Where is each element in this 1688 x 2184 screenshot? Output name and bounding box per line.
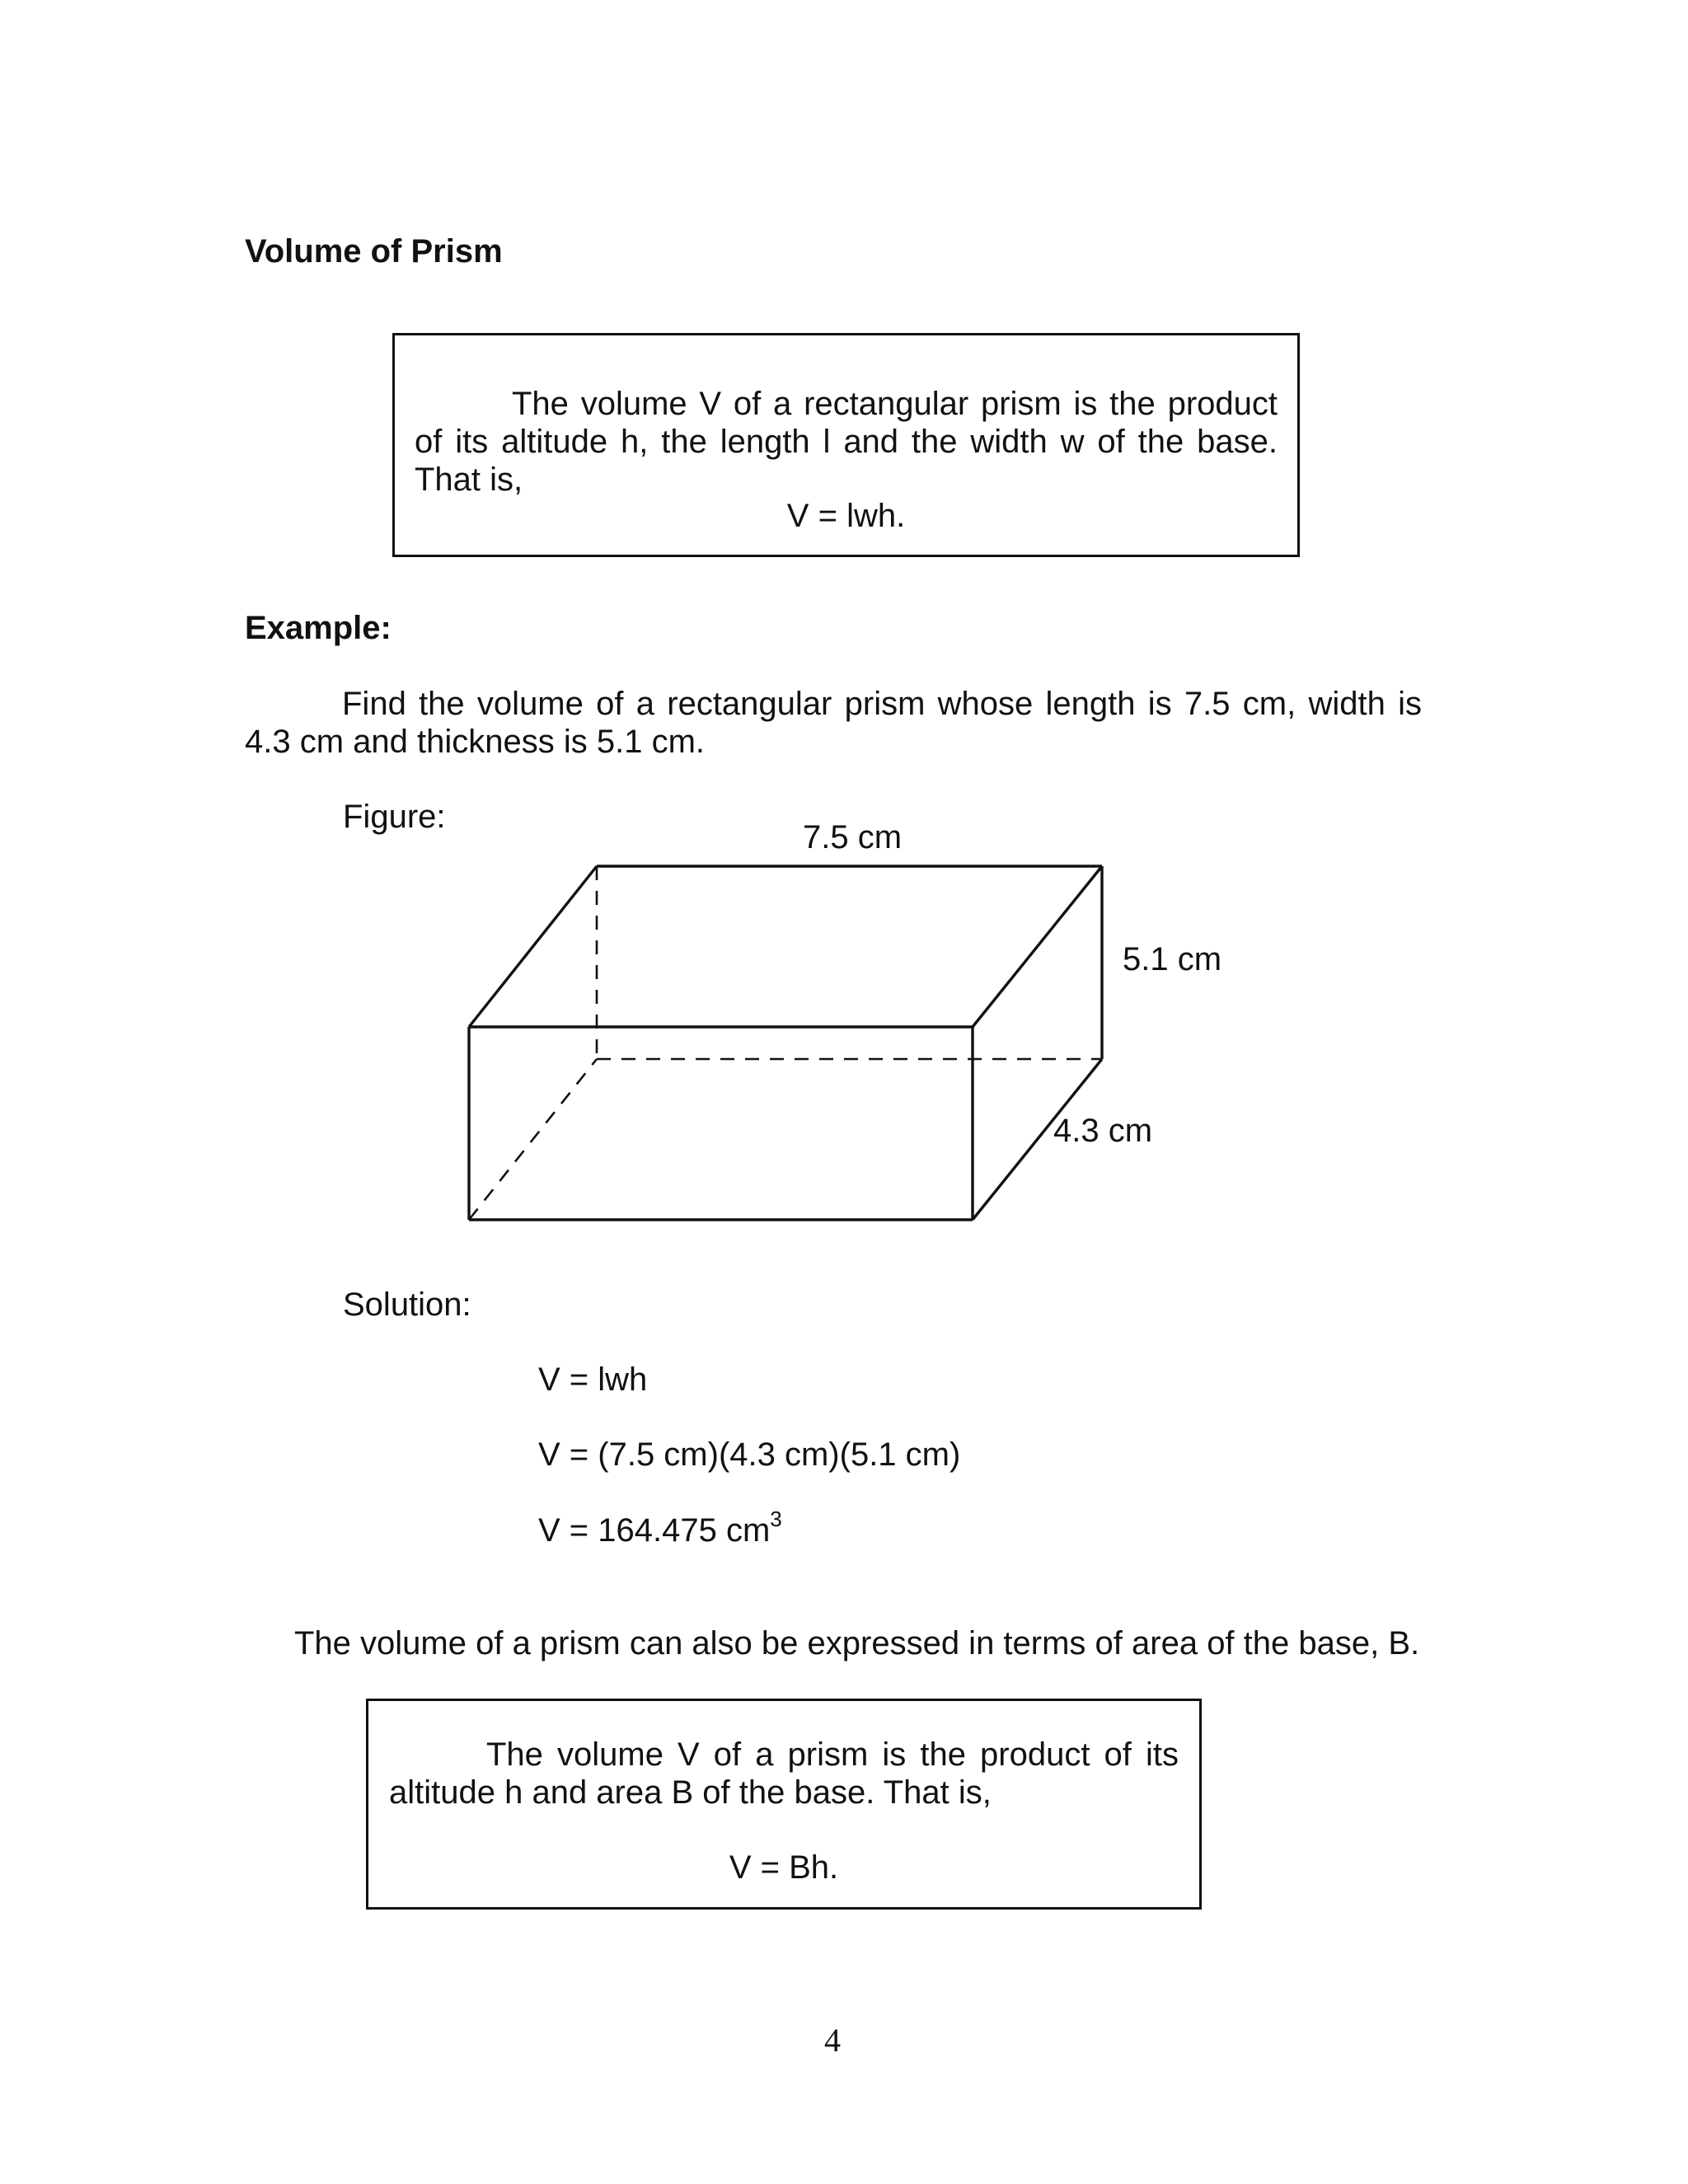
example-heading: Example: (245, 610, 392, 646)
top-left-slant-edge (469, 866, 597, 1027)
definition-box-prism (366, 1699, 1202, 1910)
top-right-slant-edge (973, 866, 1102, 1027)
width-dimension-label: 4.3 cm (1053, 1113, 1153, 1149)
hidden-bottom-left-slant-edge (469, 1059, 597, 1220)
solution-step-3 (538, 1507, 782, 1549)
solution-result: V = 164.475 cm (538, 1512, 771, 1549)
definition-formula: V = Bh. (729, 1849, 839, 1886)
example-problem: Find the volume of a rectangular prism whose length is 7.5 cm, width is 4.3 cm and thickness is 5.1 cm. (245, 686, 1422, 760)
solution-step-2: V = (7.5 cm)(4.3 cm)(5.1 cm) (538, 1436, 961, 1473)
length-dimension-label: 7.5 cm (803, 819, 903, 855)
base-area-note: The volume of a prism can also be expressed in terms of area of the base, B. (294, 1625, 1420, 1661)
page-number: 4 (824, 2022, 841, 2059)
solution-label: Solution: (343, 1286, 471, 1323)
solution-step-1: V = lwh (538, 1361, 648, 1398)
cubic-exponent: 3 (770, 1507, 782, 1531)
definition-text: The volume V of a rectangular prism is the product of its altitude h, the length l and the width w of the base. That is, (415, 386, 1278, 498)
definition-text: The volume V of a prism is the product of its altitude h and area B of the base. That is, (389, 1736, 1179, 1811)
section-title: Volume of Prism (245, 233, 503, 269)
figure-label: Figure: (343, 799, 446, 835)
height-dimension-label: 5.1 cm (1123, 941, 1222, 977)
definition-formula: V = lwh. (786, 498, 906, 534)
